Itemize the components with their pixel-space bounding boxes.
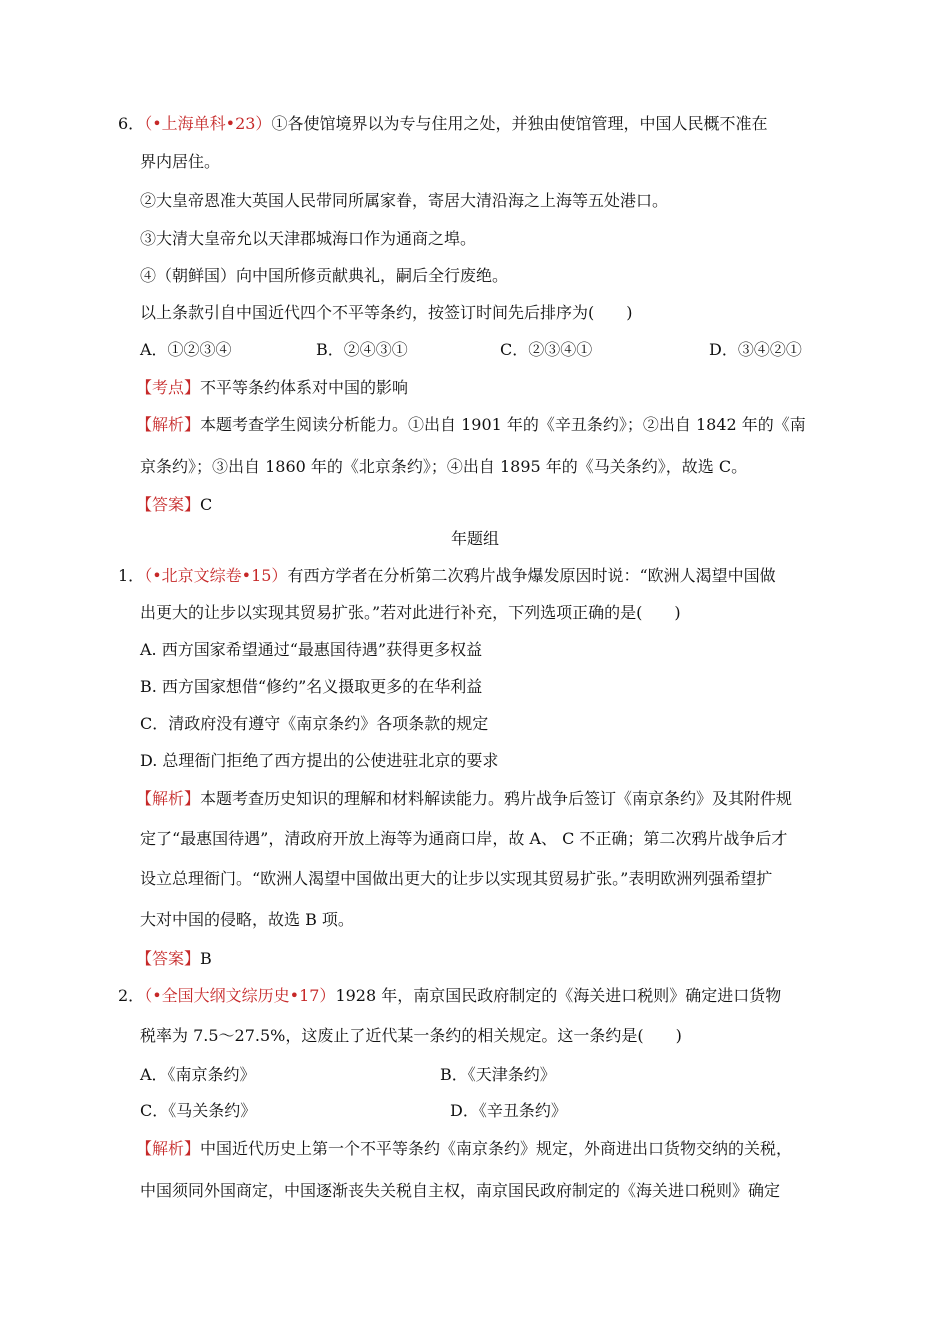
q2-jiexi	[136, 1138, 792, 1160]
q6-line-1	[118, 113, 767, 135]
q2-source: （•全国大纲文综历史•17）	[144, 986, 336, 1005]
q6-kaodian	[136, 377, 408, 399]
q6-option-d: D．③④②①	[709, 340, 802, 359]
q2-text-1: 1928 年，南京国民政府制定的《海关进口税则》确定进口货物	[335, 986, 782, 1005]
q1-option-a: A. 西方国家希望通过“最惠国待遇”获得更多权益	[140, 640, 483, 659]
q6-option-b: B．②④③①	[316, 340, 408, 359]
q6-jiexi-label: 【解析】	[136, 415, 201, 434]
q6-jiexi-1: 本题考查学生阅读分析能力。①出自 1901 年的《辛丑条约》；②出自 1842 年的《南	[200, 415, 806, 434]
q1-option-b: B. 西方国家想借“修约”名义摄取更多的在华利益	[140, 677, 483, 696]
q1-jiexi-3: 设立总理衙门。“欧洲人渴望中国做出更大的让步以实现其贸易扩张。”表明欧洲列强希望扩	[140, 869, 773, 888]
q6-item-4: ④（朝鲜国）向中国所修贡献典礼，嗣后全行废绝。	[140, 266, 509, 285]
q2-option-a: A．《南京条约》	[140, 1065, 256, 1084]
q2-number: 2．	[118, 986, 145, 1005]
q1-source: （•北京文综卷•15）	[144, 566, 288, 585]
q2-text-2: 税率为 7.5～27.5%，这废止了近代某一条约的相关规定。这一条约是( )	[140, 1026, 682, 1045]
q2-option-c: C．《马关条约》	[140, 1101, 257, 1120]
q2-option-b: B．《天津条约》	[440, 1065, 556, 1084]
q1-answer-value: B	[200, 949, 212, 968]
q6-stem: 以上条款引自中国近代四个不平等条约，按签订时间先后排序为( )	[140, 303, 633, 322]
q1-option-c: C．清政府没有遵守《南京条约》各项条款的规定	[140, 714, 489, 733]
q1-jiexi-label: 【解析】	[136, 789, 201, 808]
q2-jiexi-1: 中国近代历史上第一个不平等条约《南京条约》规定，外商进出口货物交纳的关税，	[200, 1139, 793, 1158]
q1-text-1: 有西方学者在分析第二次鸦片战争爆发原因时说：“欧洲人渴望中国做	[287, 566, 776, 585]
q2-jiexi-label: 【解析】	[136, 1139, 201, 1158]
q1-text-2: 出更大的让步以实现其贸易扩张。”若对此进行补充，下列选项正确的是( )	[140, 603, 681, 622]
q6-text-1: ①各使馆境界以为专与住用之处，并独由使馆管理，中国人民概不准在	[271, 114, 768, 133]
q6-answer-value: C	[200, 495, 213, 514]
q1-option-d: D. 总理衙门拒绝了西方提出的公使进驻北京的要求	[140, 751, 499, 770]
q2-jiexi-2: 中国须同外国商定，中国逐渐丧失关税自主权，南京国民政府制定的《海关进口税则》确定	[140, 1181, 781, 1200]
q6-answer-label: 【答案】	[136, 495, 201, 514]
q6-item-3: ③大清大皇帝允以天津郡城海口作为通商之埠。	[140, 229, 477, 248]
q6-answer	[136, 494, 212, 516]
q2-line-1	[118, 985, 781, 1007]
q6-kaodian-text: 不平等条约体系对中国的影响	[200, 378, 409, 397]
q6-text-2: 界内居住。	[140, 152, 221, 171]
q1-jiexi	[136, 788, 792, 810]
q1-jiexi-2: 定了“最惠国待遇”，清政府开放上海等为通商口岸，故 A、 C 不正确；第二次鸦片战争后才	[140, 829, 788, 848]
q6-jiexi-2: 京条约》；③出自 1860 年的《北京条约》；④出自 1895 年的《马关条约》，故选 C。	[140, 457, 748, 476]
q1-number: 1．	[118, 566, 145, 585]
q1-jiexi-4: 大对中国的侵略，故选 B 项。	[140, 910, 354, 929]
q6-source: （•上海单科•23）	[144, 114, 272, 133]
q1-line-1	[118, 565, 776, 587]
q6-option-c: C．②③④①	[500, 340, 593, 359]
q6-jiexi	[136, 414, 806, 436]
q6-kaodian-label: 【考点】	[136, 378, 201, 397]
q2-option-d: D．《辛丑条约》	[450, 1101, 567, 1120]
q6-number: 6．	[118, 114, 145, 133]
q6-option-a: A．①②③④	[140, 340, 232, 359]
q1-jiexi-1: 本题考查历史知识的理解和材料解读能力。鸦片战争后签订《南京条约》及其附件规	[200, 789, 793, 808]
q1-answer-label: 【答案】	[136, 949, 201, 968]
q1-answer	[136, 948, 212, 970]
group-title: 年题组	[450, 529, 499, 548]
q6-item-2: ②大皇帝恩准大英国人民带同所属家眷，寄居大清沿海之上海等五处港口。	[140, 191, 669, 210]
